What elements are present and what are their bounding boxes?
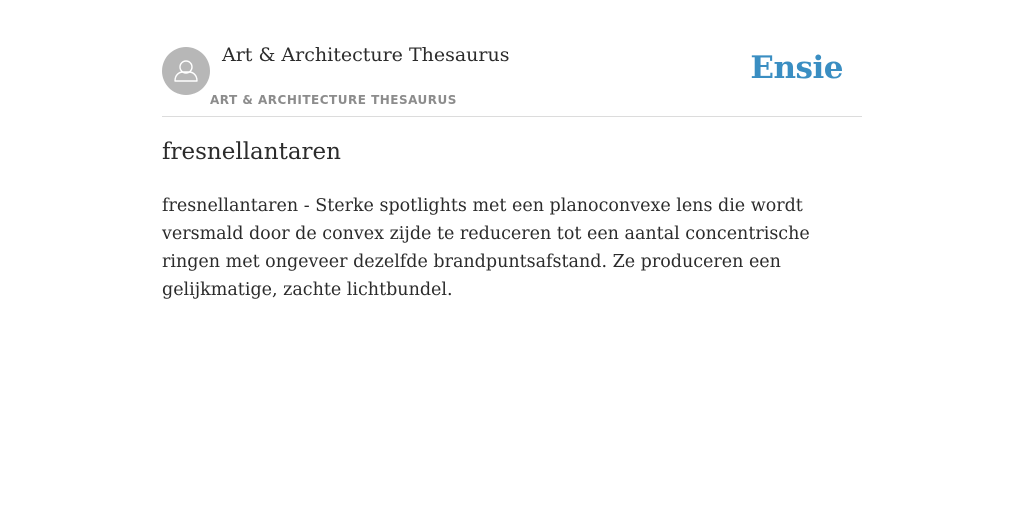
user-icon	[162, 47, 210, 95]
entry-title: fresnellantaren	[162, 139, 341, 165]
source-subtitle: ART & ARCHITECTURE THESAURUS	[210, 93, 457, 107]
entry-definition: fresnellantaren - Sterke spotlights met een planoconvexe lens die wordt versmald door de convex zijde te reduceren tot een aantal concentrische ringen met ongeveer dezelfde brandpuntsafstand. Ze produceren een gelijkmatige, zachte lichtbundel.	[162, 196, 810, 300]
header	[162, 0, 862, 117]
brand-logo-link[interactable]: Ensie	[750, 50, 843, 86]
avatar[interactable]	[162, 47, 210, 95]
source-title-link[interactable]: Art & Architecture Thesaurus	[222, 44, 510, 66]
